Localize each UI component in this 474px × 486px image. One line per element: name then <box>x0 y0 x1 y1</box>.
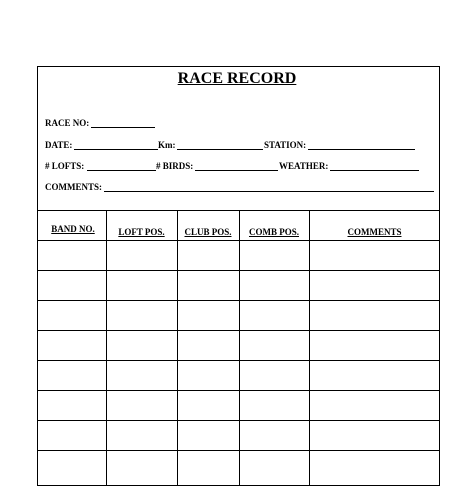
table-row-divider <box>37 330 440 331</box>
table-row-divider <box>37 360 440 361</box>
table-row-divider <box>37 300 440 301</box>
form-title: RACE RECORD <box>177 70 297 87</box>
race-no-field[interactable] <box>91 127 155 128</box>
table-row-divider <box>37 450 440 451</box>
column-header-comb-pos: COMB POS. <box>248 227 299 237</box>
column-divider <box>106 210 107 486</box>
station-label: STATION: <box>264 140 307 150</box>
weather-label: WEATHER: <box>279 161 329 171</box>
race-no-label: RACE NO: <box>45 118 90 128</box>
weather-field[interactable] <box>330 170 419 171</box>
table-row-divider <box>37 390 440 391</box>
column-header-band-no: BAND NO. <box>51 224 95 234</box>
birds-label: # BIRDS: <box>156 161 194 171</box>
km-label: Km: <box>158 140 176 150</box>
comments-field[interactable] <box>104 191 434 192</box>
km-field[interactable] <box>177 149 263 150</box>
station-field[interactable] <box>308 149 415 150</box>
header-row-divider <box>37 240 440 241</box>
column-divider <box>177 210 178 486</box>
column-header-club-pos: CLUB POS. <box>184 227 232 237</box>
date-label: DATE: <box>45 140 73 150</box>
birds-field[interactable] <box>195 170 278 171</box>
lofts-field[interactable] <box>87 170 156 171</box>
column-header-loft-pos: LOFT POS. <box>118 227 165 237</box>
comments-label: COMMENTS: <box>45 182 102 192</box>
table-row-divider <box>37 270 440 271</box>
lofts-label: # LOFTS: <box>45 161 85 171</box>
form-title-wrap <box>0 70 474 88</box>
date-field[interactable] <box>74 149 158 150</box>
table-row-divider <box>37 420 440 421</box>
column-header-comments: COMMENTS <box>347 227 402 237</box>
column-divider <box>309 210 310 486</box>
column-divider <box>239 210 240 486</box>
